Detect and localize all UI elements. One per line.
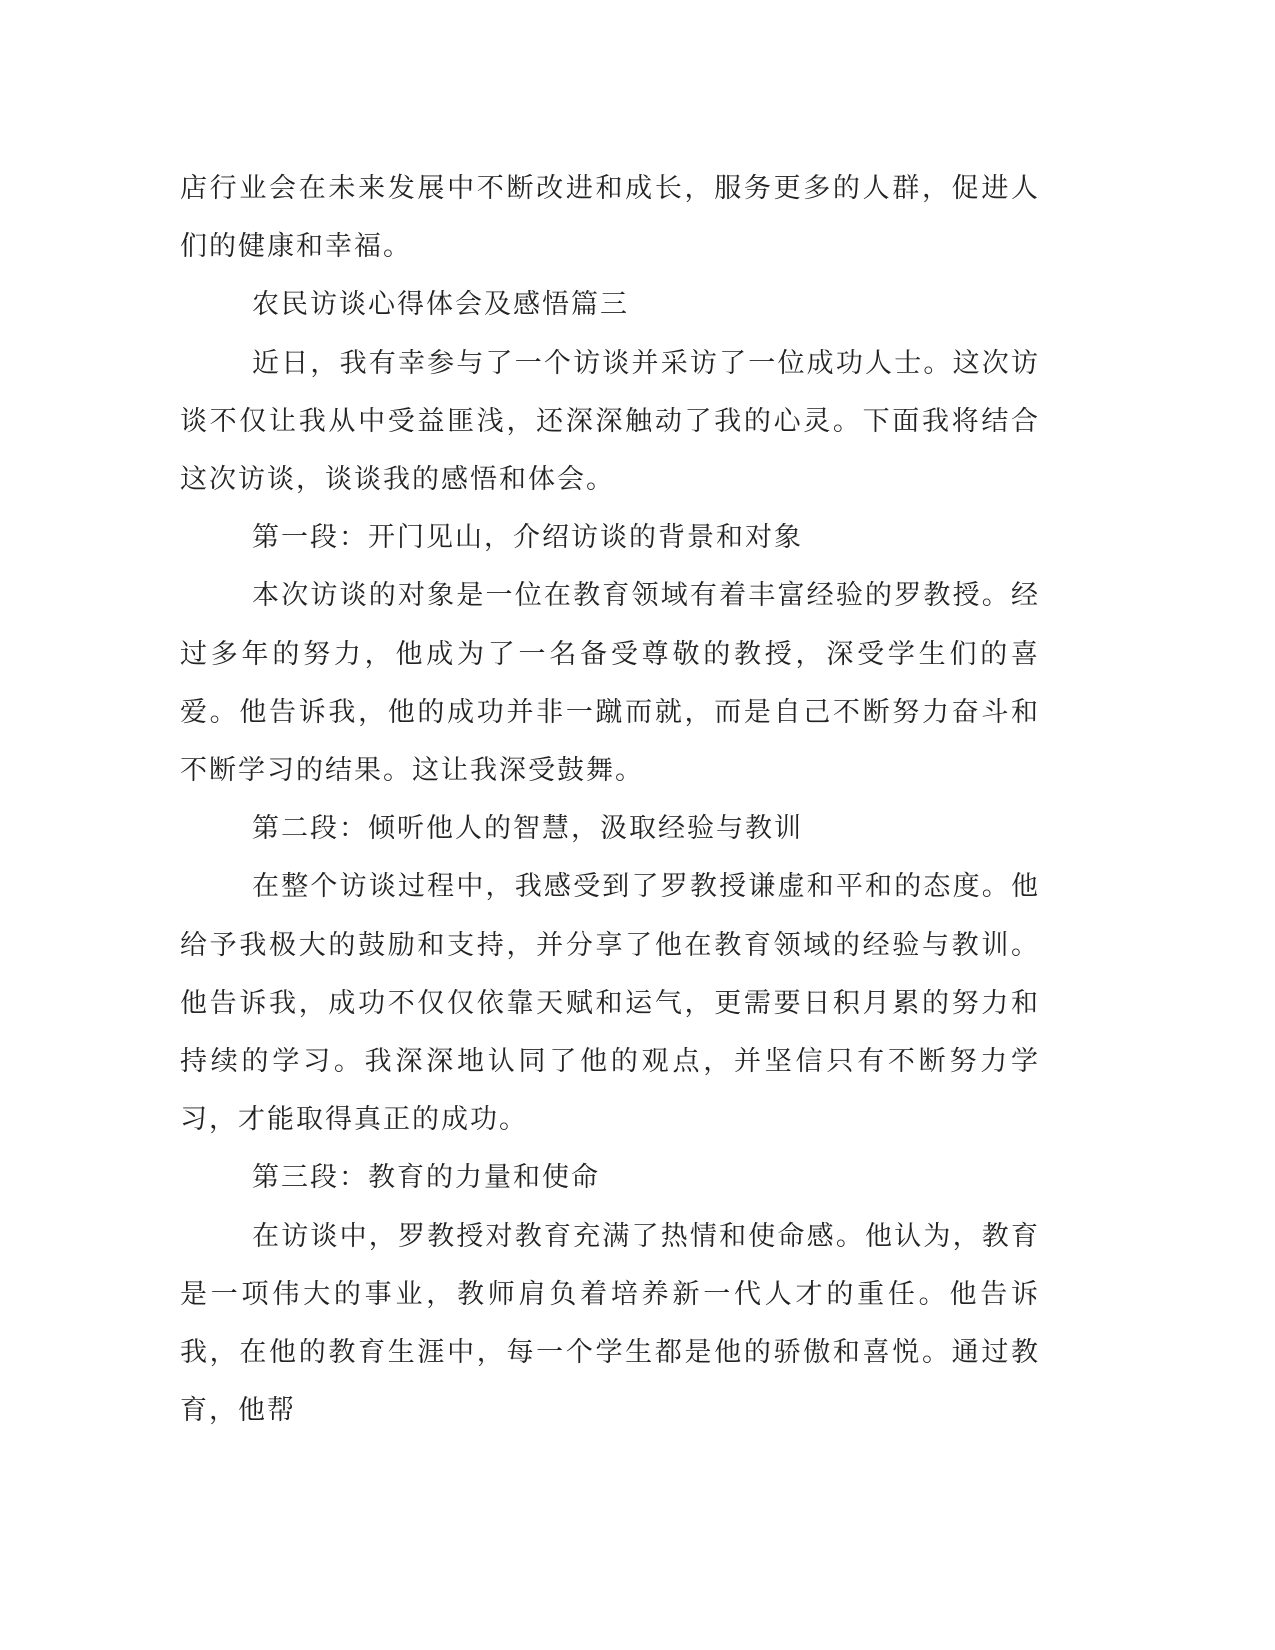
heading-part-three: 第三段：教育的力量和使命: [252, 1162, 600, 1194]
paragraph-part-two: 在整个访谈过程中，我感受到了罗教授谦虚和平和的态度。他给予我极大的鼓励和支持，并分享了他在教育领域的经验与教训。他告诉我，成功不仅仅依靠天赋和运气，更需要日积月累的努力和持续的学习。我深深地认同了他的观点，并坚信只有不断努力学习，才能取得真正的成功。: [180, 871, 1040, 1136]
paragraph-continuation: 店行业会在未来发展中不断改进和成长，服务更多的人群，促进人们的健康和幸福。: [180, 173, 1040, 263]
heading-part-two: 第二段：倾听他人的智慧，汲取经验与教训: [252, 813, 803, 845]
heading-part-one: 第一段：开门见山，介绍访谈的背景和对象: [252, 522, 803, 554]
paragraph-part-one: 本次访谈的对象是一位在教育领域有着丰富经验的罗教授。经过多年的努力，他成为了一名备受尊敬的教授，深受学生们的喜爱。他告诉我，他的成功并非一蹴而就，而是自己不断努力奋斗和不断学习的结果。这让我深受鼓舞。: [180, 580, 1040, 787]
section-title: 农民访谈心得体会及感悟篇三: [252, 289, 629, 321]
document-body: [180, 160, 1040, 1440]
paragraph-intro: 近日，我有幸参与了一个访谈并采访了一位成功人士。这次访谈不仅让我从中受益匪浅，还深深触动了我的心灵。下面我将结合这次访谈，谈谈我的感悟和体会。: [180, 347, 1040, 496]
paragraph-part-three: 在访谈中，罗教授对教育充满了热情和使命感。他认为，教育是一项伟大的事业，教师肩负着培养新一代人才的重任。他告诉我，在他的教育生涯中，每一个学生都是他的骄傲和喜悦。通过教育，他帮: [180, 1220, 1040, 1427]
